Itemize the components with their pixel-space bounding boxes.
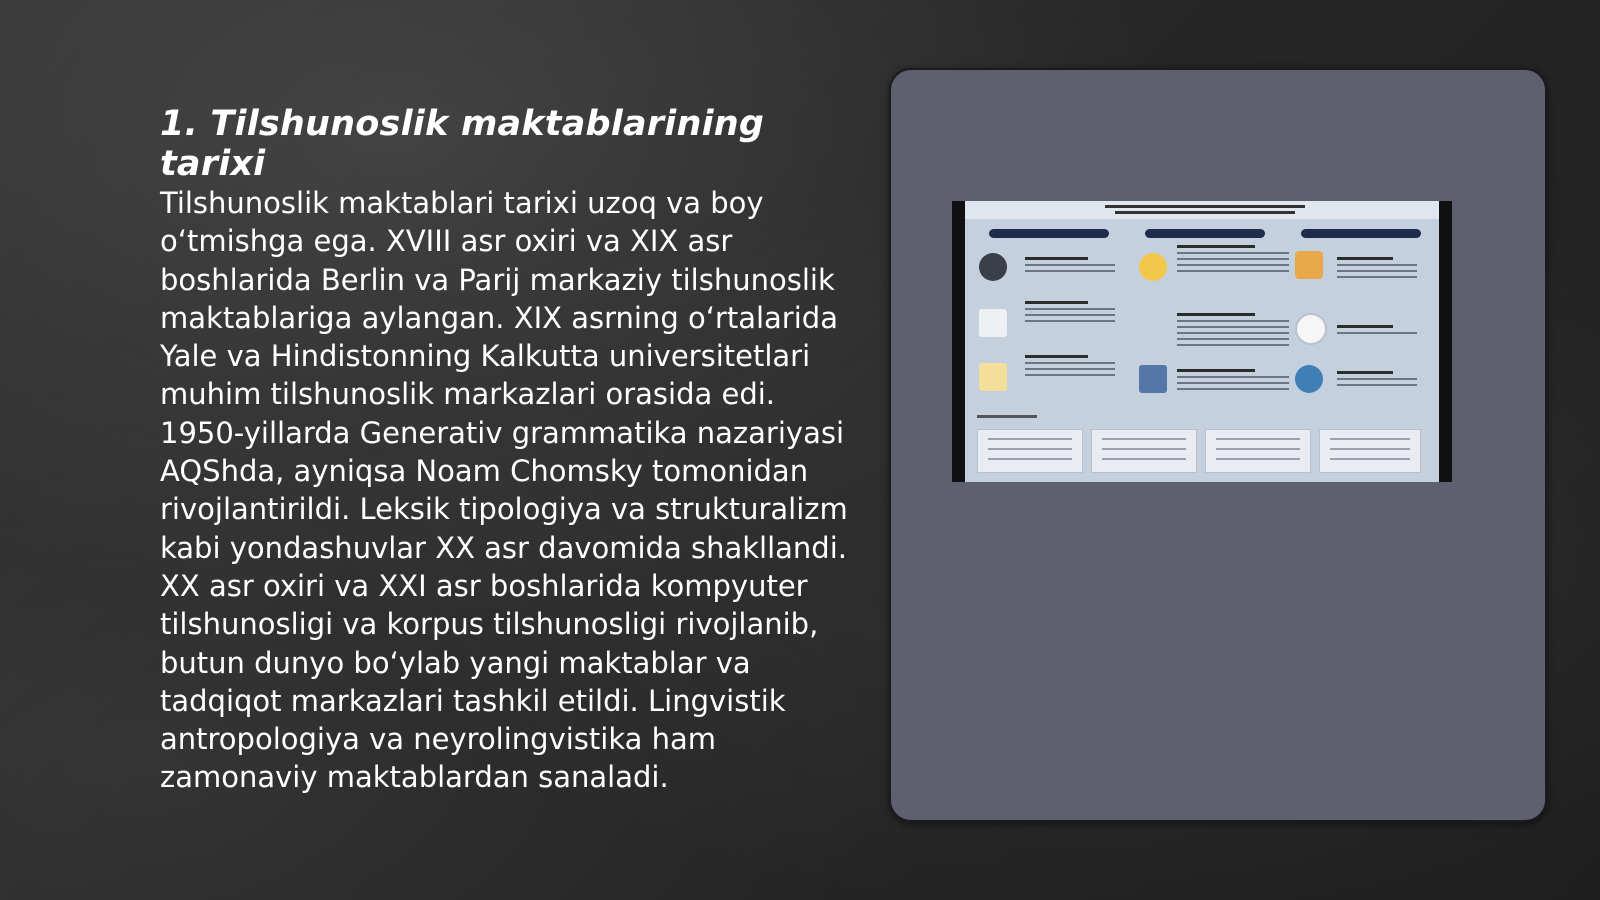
slide-body-text: Tilshunoslik maktablari tarixi uzoq va boy o‘tmishga ega. XVIII asr oxiri va XIX asr boshlarida Berlin va Parij markaziy tilshunoslik maktablariga aylangan. XIX asrning o‘rtalarida Yale va Hindistonning Kalkutta universitetlari muhim tilshunoslik markazlari orasida edi. 1950-yillarda Generativ grammatika nazariyasi AQShda, ayniqsa Noam Chomsky tomonidan rivojlantirildi. Leksik tipologiya va strukturalizm kabi yondashuvlar XX asr davomida shakllandi. XX asr oxiri va XXI asr boshlarida kompyuter tilshunosligi va korpus tilshunosligi rivojlanib, butun dunyo bo‘ylab yangi maktablar va tadqiqot markazlari tashkil etildi. Lingvistik antropologiya va neyrolingvistika ham zamonaviy maktablardan sanaladi. [160,186,848,795]
building-icon [1139,365,1167,393]
infographic-card [1319,429,1421,473]
image-frame [889,68,1547,822]
lightbulb-icon [1139,253,1167,281]
infographic-header [965,201,1439,219]
calendar-icon [1295,251,1323,279]
infographic-column-header [1301,229,1421,238]
flask-icon [1295,313,1327,345]
document-icon [979,309,1007,337]
infographic-card [1091,429,1197,473]
infographic-card [977,429,1083,473]
infographic-card [1205,429,1311,473]
infographic-column-header [1145,229,1265,238]
document-icon [979,363,1007,391]
slide-title: 1. Tilshunoslik maktablarining tarixi [160,104,765,184]
graduate-icon [979,253,1007,281]
infographic-column-header [989,229,1109,238]
infographic-image [952,201,1452,482]
globe-icon [1295,365,1323,393]
